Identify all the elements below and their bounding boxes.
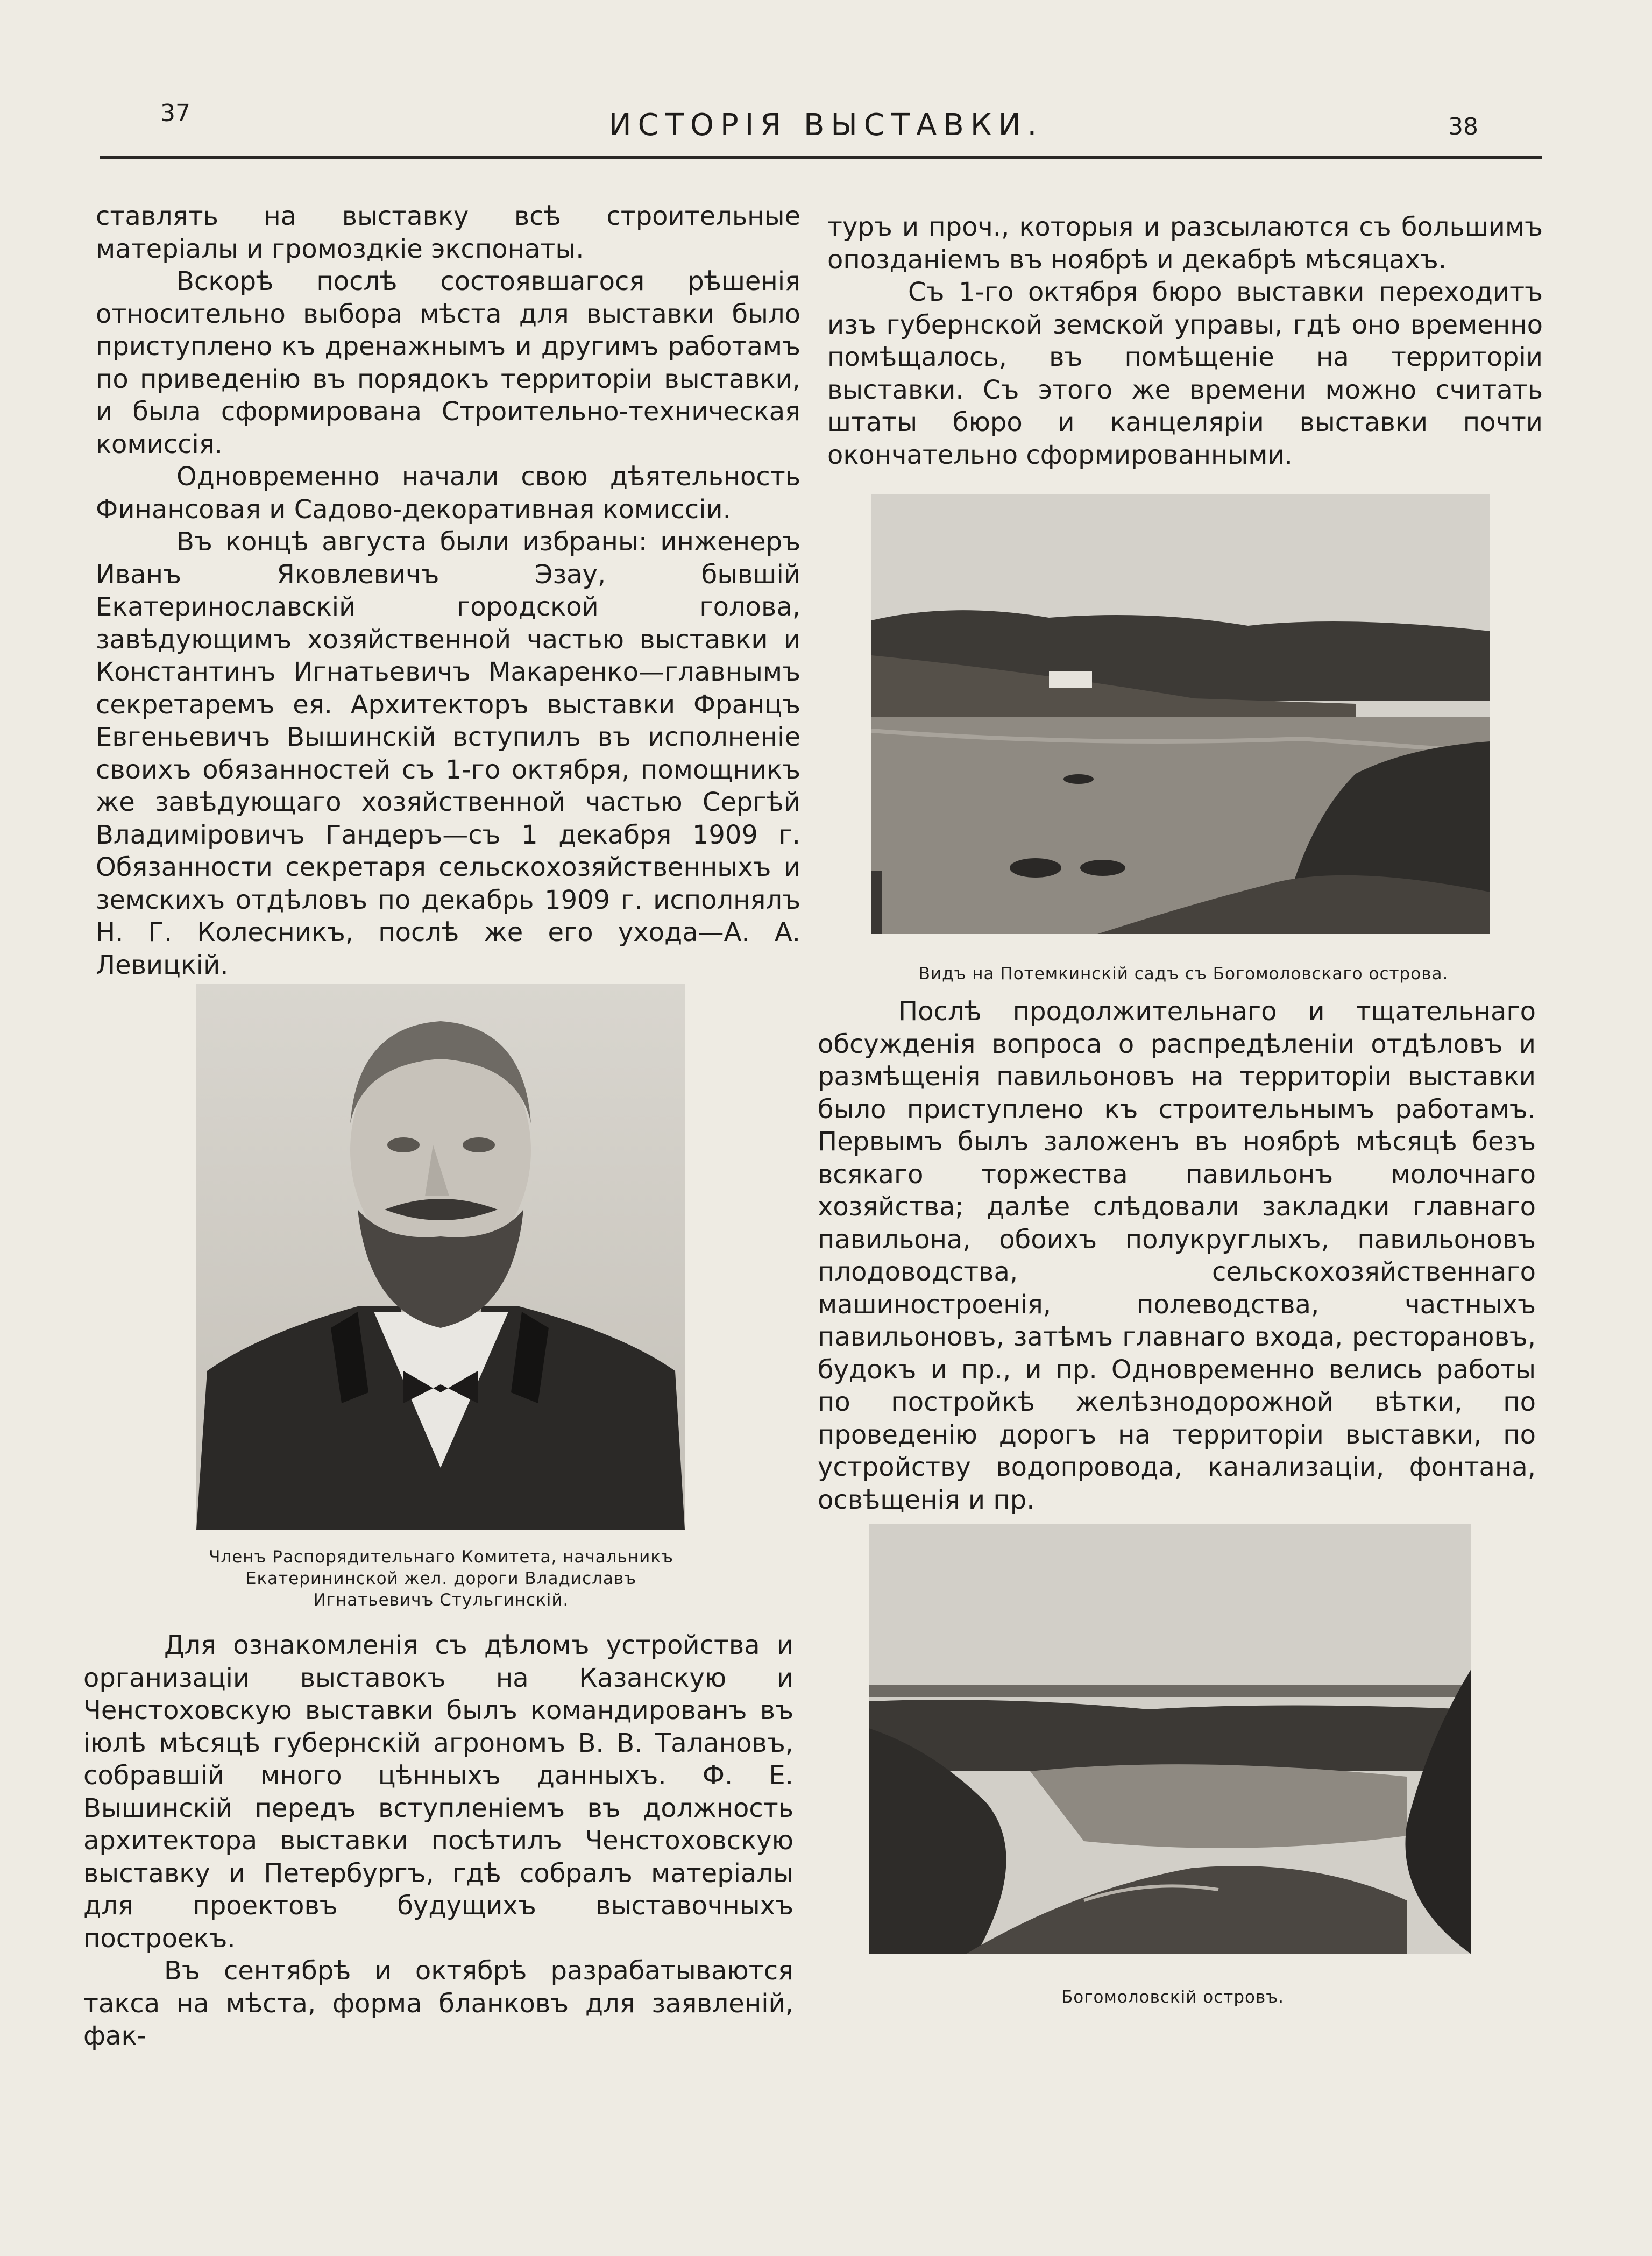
paragraph: Вскорѣ послѣ состоявшагося рѣшенія относительно выбора мѣста для выставки было приступлено къ дренажнымъ и другимъ работамъ по приведенію въ порядокъ территоріи выставки, и была сформирована Строительно-техническая комиссія. bbox=[96, 266, 800, 459]
caption-line: Членъ Распорядительнаго Комитета, начальникъ bbox=[209, 1547, 673, 1567]
paragraph: ставлять на выставку всѣ строительные матеріалы и громоздкіе экспонаты. bbox=[96, 201, 800, 264]
paragraph: Одновременно начали свою дѣятельность Финансовая и Садово-декоративная комиссіи. bbox=[96, 462, 800, 525]
island-photo bbox=[869, 1524, 1471, 1954]
paragraph: Въ сентябрѣ и октябрѣ разрабатываются такса на мѣста, форма бланковъ для заявленій, фак- bbox=[83, 1956, 793, 2051]
paragraph: Послѣ продолжительнаго и тщательнаго обсужденія вопроса о распредѣленіи отдѣловъ и размѣщенія павильоновъ на территоріи выставки было приступлено къ строительнымъ работамъ. Первымъ былъ заложенъ въ ноябрѣ мѣсяцѣ безъ всякаго торжества павильонъ молочнаго хозяйства; далѣе слѣдовали закладки главнаго павильона, обоихъ полукруглыхъ, павильоновъ плодоводства, сельскохозяйственнаго машиностроенія, полеводства, частныхъ павильоновъ, затѣмъ главнаго входа, ресторановъ, будокъ и пр., и пр. Одновременно велись работы по постройкѣ желѣзнодорожной вѣтки, по проведенію дорогъ на территоріи выставки, по устройству водопровода, канализаціи, фонтана, освѣщенія и пр. bbox=[818, 996, 1536, 1515]
header-rule bbox=[100, 156, 1542, 159]
paragraph: туръ и проч., которыя и разсылаются съ большимъ опозданіемъ въ ноябрѣ и декабрѣ мѣсяцахъ. bbox=[827, 212, 1543, 275]
portrait-caption bbox=[161, 1546, 721, 1611]
paragraph: Для ознакомленія съ дѣломъ устройства и организаціи выставокъ на Казанскую и Ченстоховскую выставки былъ командированъ въ іюлѣ мѣсяцѣ губернскій агрономъ В. В. Талановъ, собравшій много цѣнныхъ данныхъ. Ф. Е. Вышинскій передъ вступленіемъ въ должность архитектора выставки посѣтилъ Ченстоховскую выставку и Петербургъ, гдѣ собралъ матеріалы для проектовъ будущихъ выставочныхъ построекъ. bbox=[83, 1630, 793, 1954]
right-column-top-text bbox=[827, 211, 1543, 471]
caption-line: Екатерининской жел. дороги Владиславъ bbox=[245, 1569, 637, 1588]
garden-view-photo bbox=[871, 494, 1490, 934]
caption-line: Игнатьевичъ Стульгинскій. bbox=[313, 1590, 569, 1610]
paragraph: Съ 1-го октября бюро выставки переходитъ изъ губернской земской управы, гдѣ оно временно помѣщалось, въ помѣщеніе на территоріи выставки. Съ этого же времени можно считать штаты бюро и канцеляріи выставки почти окончательно сформированными. bbox=[827, 277, 1543, 470]
page-number-right: 38 bbox=[1448, 113, 1478, 140]
island-caption: Богомоловскій островъ. bbox=[1061, 1988, 1284, 2007]
left-column-bottom-text bbox=[83, 1629, 793, 2053]
running-title: ИСТОРІЯ ВЫСТАВКИ. bbox=[608, 108, 1044, 143]
left-column-top-text bbox=[96, 200, 800, 981]
garden-view-caption: Видъ на Потемкинскій садъ съ Богомоловскаго острова. bbox=[918, 964, 1449, 984]
right-column-middle-text bbox=[818, 995, 1536, 1516]
paragraph: Въ концѣ августа были избраны: инженеръ Иванъ Яковлевичъ Эзау, бывшій Екатеринославскій городской голова, завѣдующимъ хозяйственной частью выставки и Константинъ Игнатьевичъ Макаренко—главнымъ секретаремъ ея. Архитекторъ выставки Францъ Евгеньевичъ Вышинскій вступилъ въ исполненіе своихъ обязанностей съ 1-го октября, помощникъ же завѣдующаго хозяйственной частью Сергѣй Владиміровичъ Гандеръ—съ 1 декабря 1909 г. Обязанности секретаря сельскохозяйственныхъ и земскихъ отдѣловъ по декабрь 1909 г. исполнялъ Н. Г. Колесникъ, послѣ же его ухода—А. А. Левицкій. bbox=[96, 527, 800, 980]
portrait-photo bbox=[196, 984, 685, 1530]
page-number-left: 37 bbox=[160, 100, 190, 127]
